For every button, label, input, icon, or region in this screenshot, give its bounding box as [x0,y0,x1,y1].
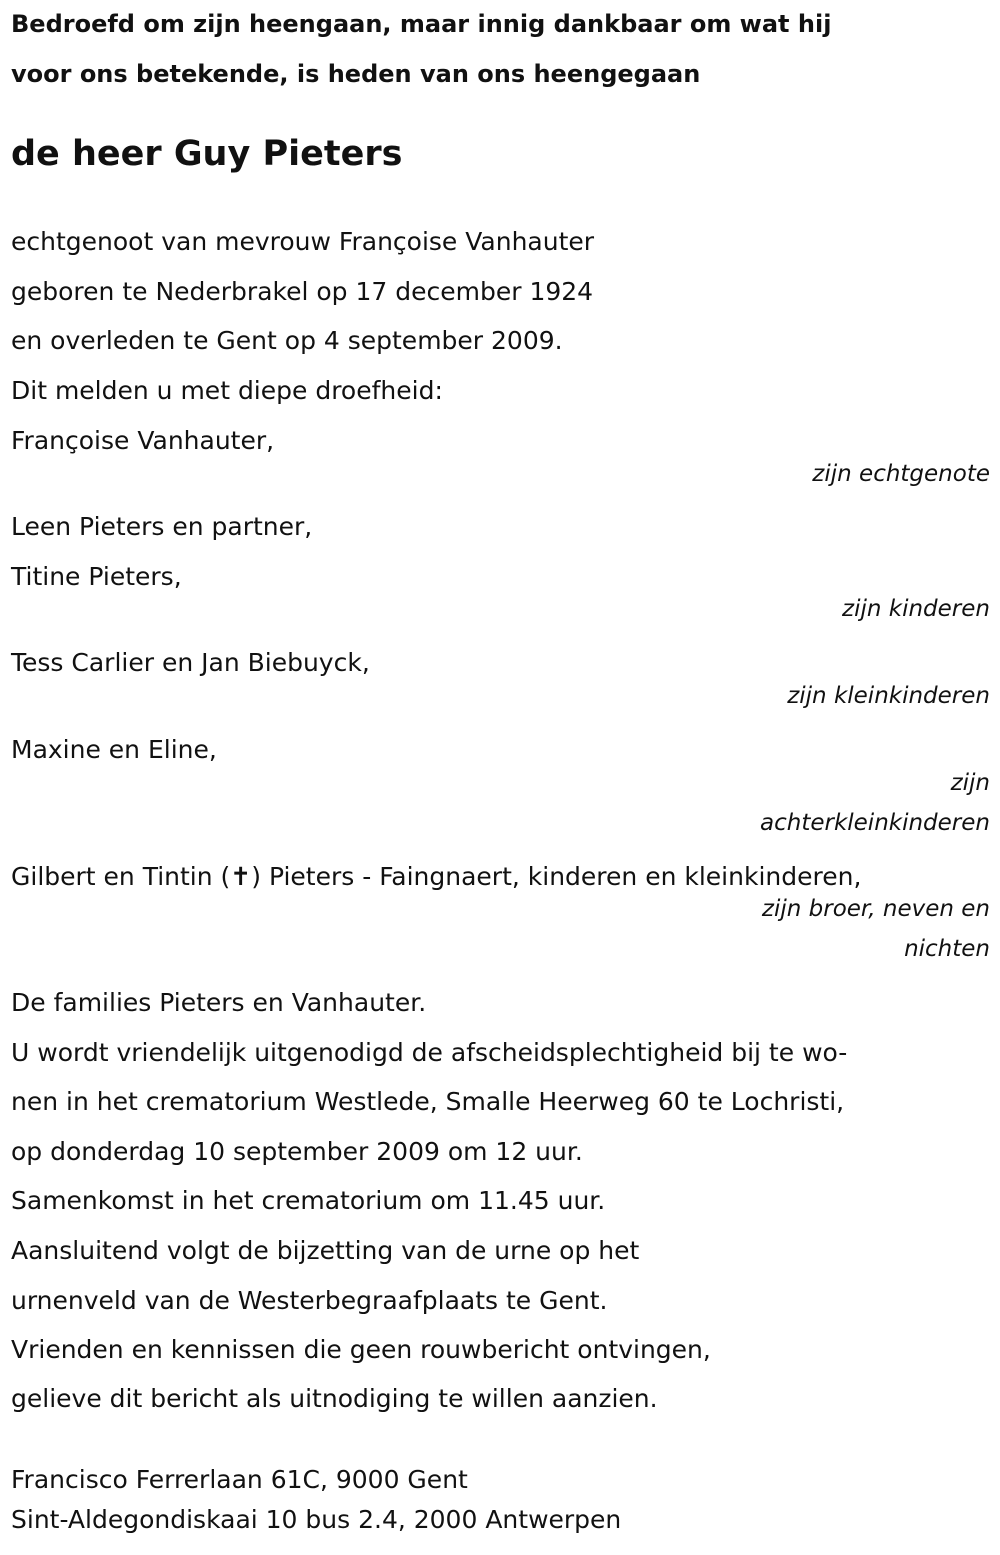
closing-line: Samenkomst in het crematorium om 11.45 uur. [11,1186,606,1215]
mourner-relation: nichten [904,936,990,962]
mourner-names: Gilbert en Tintin (✝) Pieters - Faingnaert, kinderen en kleinkinderen, [11,862,862,891]
mourner-relation: zijn kinderen [842,596,990,622]
closing-line: urnenveld van de Westerbegraafplaats te Gent. [11,1286,608,1315]
mourner-relation: achterkleinkinderen [760,810,990,836]
mourner-names: Tess Carlier en Jan Biebuyck, [11,648,370,677]
mourner-relation: zijn [950,770,990,796]
mourner-names: Maxine en Eline, [11,735,217,764]
closing-line: gelieve dit bericht als uitnodiging te willen aanzien. [11,1384,658,1413]
mourner-names: Titine Pieters, [11,562,182,591]
detail-line: geboren te Nederbrakel op 17 december 1924 [11,277,594,306]
deceased-name: de heer Guy Pieters [11,134,403,174]
intro-line: Bedroefd om zijn heengaan, maar innig dankbaar om wat hij [11,10,832,38]
closing-line: Vrienden en kennissen die geen rouwbericht ontvingen, [11,1335,711,1364]
closing-line: Aansluitend volgt de bijzetting van de urne op het [11,1236,640,1265]
closing-line: De families Pieters en Vanhauter. [11,988,427,1017]
mourner-relation: zijn echtgenote [812,461,990,487]
mourner-names: Françoise Vanhauter, [11,426,275,455]
detail-line: Dit melden u met diepe droefheid: [11,376,443,405]
closing-line: U wordt vriendelijk uitgenodigd de afscheidsplechtigheid bij te wo- [11,1038,848,1067]
address-line: Francisco Ferrerlaan 61C, 9000 Gent [11,1465,468,1494]
closing-line: nen in het crematorium Westlede, Smalle Heerweg 60 te Lochristi, [11,1087,845,1116]
closing-line: op donderdag 10 september 2009 om 12 uur. [11,1137,583,1166]
address-line: Sint-Aldegondiskaai 10 bus 2.4, 2000 Antwerpen [11,1505,622,1534]
mourner-relation: zijn broer, neven en [761,896,990,922]
detail-line: en overleden te Gent op 4 september 2009. [11,326,563,355]
intro-line: voor ons betekende, is heden van ons heengegaan [11,60,701,88]
mourner-relation: zijn kleinkinderen [787,683,990,709]
detail-line: echtgenoot van mevrouw Françoise Vanhauter [11,227,595,256]
mourner-names: Leen Pieters en partner, [11,512,313,541]
